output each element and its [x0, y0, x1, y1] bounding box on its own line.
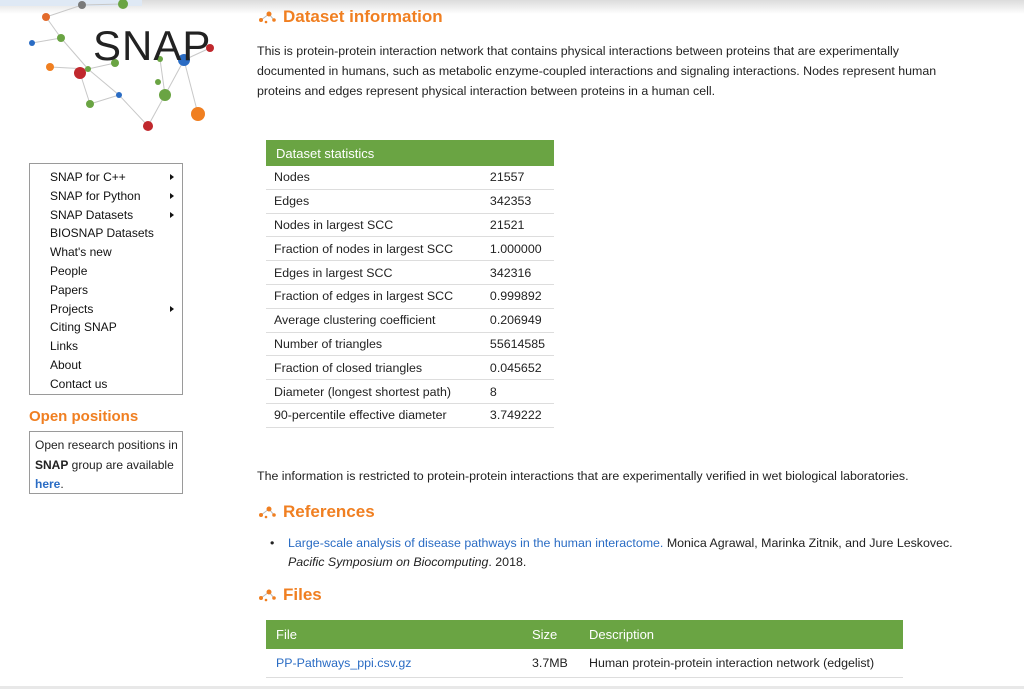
sidebar-item-label: Contact us: [50, 376, 108, 391]
table-row: [266, 332, 554, 356]
section-bullet-icon: [257, 586, 279, 602]
open-positions-text: .: [60, 477, 64, 491]
stat-label: Fraction of nodes in largest SCC: [266, 237, 478, 261]
snap-logo[interactable]: [20, 0, 230, 140]
sidebar-item-snap-python[interactable]: [30, 187, 182, 206]
sidebar-item-about[interactable]: [30, 356, 182, 375]
submenu-arrow-icon: [170, 193, 174, 199]
dataset-info-heading: [257, 7, 443, 27]
section-bullet-icon: [257, 8, 279, 24]
stat-label: 90-percentile effective diameter: [266, 403, 478, 427]
sidebar-item-label: What's new: [50, 245, 112, 260]
sidebar-item-snap-cpp[interactable]: [30, 168, 182, 187]
stat-value: 1.000000: [478, 237, 554, 261]
table-row: [266, 649, 903, 678]
files-header-file: File: [266, 620, 531, 649]
logo-text: SNAP: [93, 22, 212, 69]
open-positions-link[interactable]: here: [35, 477, 61, 491]
restriction-note: The information is restricted to protein-protein interactions that are experimentally verified in wet biological laboratories.: [257, 469, 909, 483]
stat-label: Edges in largest SCC: [266, 261, 478, 285]
file-size: 3.7MB: [531, 649, 588, 678]
bullet-icon: •: [270, 536, 275, 550]
section-bullet-icon: [257, 503, 279, 519]
stat-value: 0.045652: [478, 356, 554, 380]
sidebar-item-people[interactable]: [30, 262, 182, 281]
files-header-size: Size: [531, 620, 588, 649]
open-positions-title: Open positions: [29, 408, 139, 425]
dataset-info-title: Dataset information: [283, 7, 443, 26]
stat-value: 55614585: [478, 332, 554, 356]
references-heading: [257, 502, 375, 522]
open-positions-text: group are available: [68, 457, 174, 472]
open-positions-group: SNAP: [35, 457, 69, 472]
table-row: [266, 356, 554, 380]
stat-value: 21557: [478, 166, 554, 189]
files-heading: [257, 585, 322, 605]
stat-value: 0.999892: [478, 284, 554, 308]
table-row: [266, 237, 554, 261]
stat-label: Edges: [266, 189, 478, 213]
submenu-arrow-icon: [170, 212, 174, 218]
sidebar-item-projects[interactable]: [30, 300, 182, 319]
sidebar-item-label: SNAP for Python: [50, 188, 141, 203]
reference-venue: Pacific Symposium on Biocomputing: [288, 555, 489, 569]
sidebar-item-biosnap-datasets[interactable]: [30, 224, 182, 243]
stat-label: Nodes: [266, 166, 478, 189]
stat-label: Average clustering coefficient: [266, 308, 478, 332]
sidebar-item-label: SNAP for C++: [50, 170, 126, 184]
reference-authors: Monica Agrawal, Marinka Zitnik, and Jure Leskovec.: [663, 536, 953, 550]
stat-label: Number of triangles: [266, 332, 478, 356]
stat-value: 3.749222: [478, 403, 554, 427]
submenu-arrow-icon: [170, 306, 174, 312]
table-row: [266, 213, 554, 237]
stats-table-header: Dataset statistics: [266, 140, 554, 166]
sidebar-item-contact-us[interactable]: [30, 375, 182, 394]
table-row: [266, 403, 554, 427]
open-positions-text: Open research positions in: [35, 438, 178, 452]
dataset-statistics-table: [266, 140, 554, 428]
dataset-description: This is protein-protein interaction network that contains physical interactions between proteins that are experimentally documented in humans, such as metabolic enzyme-coupled interactions and signaling interactions. Nodes represent human proteins and edges represent physical interaction between proteins in a human cell.: [257, 44, 937, 98]
sidebar-item-papers[interactable]: [30, 281, 182, 300]
stat-value: 8: [478, 380, 554, 404]
sidebar-item-label: Papers: [50, 282, 89, 297]
sidebar-item-label: Projects: [50, 301, 94, 316]
stat-value: 342316: [478, 261, 554, 285]
stat-label: Fraction of closed triangles: [266, 356, 478, 380]
reference-item: [270, 534, 966, 572]
stat-value: 0.206949: [478, 308, 554, 332]
sidebar-item-links[interactable]: [30, 337, 182, 356]
stat-value: 342353: [478, 189, 554, 213]
sidebar-item-label: SNAP Datasets: [50, 207, 134, 222]
sidebar-item-label: BIOSNAP Datasets: [50, 226, 154, 241]
table-row: [266, 284, 554, 308]
files-title: Files: [283, 585, 322, 604]
table-row: [266, 189, 554, 213]
stat-label: Nodes in largest SCC: [266, 213, 478, 237]
table-row: [266, 308, 554, 332]
table-row: [266, 380, 554, 404]
submenu-arrow-icon: [170, 174, 174, 180]
sidebar-item-label: Links: [50, 339, 79, 354]
sidebar-item-citing-snap[interactable]: [30, 318, 182, 337]
table-row: [266, 261, 554, 285]
file-description: Human protein-protein interaction network (edgelist): [588, 649, 903, 678]
reference-year: . 2018.: [488, 555, 527, 569]
references-title: References: [283, 502, 375, 521]
sidebar-item-snap-datasets[interactable]: [30, 206, 182, 225]
reference-link[interactable]: Large-scale analysis of disease pathways in the human interactome.: [288, 536, 664, 550]
open-positions-box: [29, 431, 183, 494]
files-header-description: Description: [588, 620, 903, 649]
stat-label: Fraction of edges in largest SCC: [266, 284, 478, 308]
network-graphic: [20, 0, 230, 140]
sidebar-nav: [29, 163, 183, 395]
files-table: [266, 620, 903, 678]
table-row: [266, 166, 554, 189]
stat-value: 21521: [478, 213, 554, 237]
sidebar-item-whats-new[interactable]: [30, 243, 182, 262]
sidebar-item-label: Citing SNAP: [50, 320, 117, 335]
file-download-link[interactable]: PP-Pathways_ppi.csv.gz: [276, 656, 412, 670]
sidebar-item-label: About: [50, 357, 82, 372]
sidebar-item-label: People: [50, 263, 88, 278]
stat-label: Diameter (longest shortest path): [266, 380, 478, 404]
